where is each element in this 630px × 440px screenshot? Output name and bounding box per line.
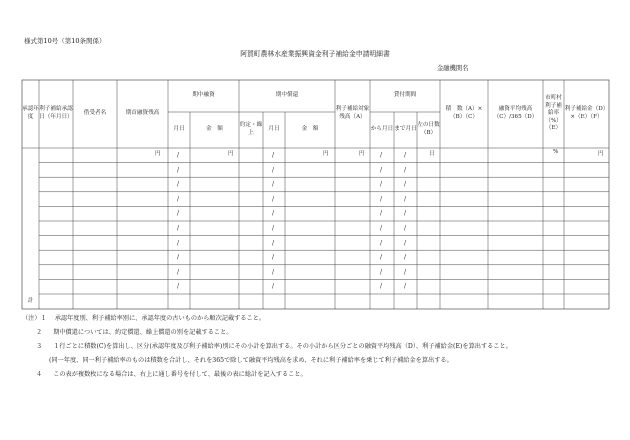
- date-slash: /: [380, 152, 383, 159]
- header-scheduled-early: 約定・繰上: [239, 122, 263, 136]
- date-slash: /: [404, 195, 407, 203]
- header-town-rate: 市町村利子補給率（%）（E）: [545, 95, 562, 132]
- date-slash: /: [380, 210, 383, 218]
- header-loans-month-day: 月日: [173, 126, 185, 133]
- unit-yen: 円: [598, 151, 604, 157]
- date-slash: /: [272, 181, 275, 189]
- header-average-balance: 融資平均残高（C）/365（D）: [493, 106, 538, 120]
- date-slash: /: [177, 181, 180, 189]
- form-number: 様式第10号（第10条関係）: [24, 37, 106, 45]
- date-slash: /: [177, 268, 180, 276]
- header-period-repayments: 期中償還: [275, 92, 299, 99]
- date-slash: /: [177, 283, 180, 291]
- date-slash: /: [404, 239, 407, 247]
- note-1-text: 承認年度別、利子補給率別に、承認年度の古いものから順次記載すること。: [54, 315, 266, 322]
- unit-percent: %: [553, 149, 559, 155]
- total-row-label: 計: [27, 297, 34, 304]
- note-2-text: 期中償還については、約定償還、繰上償還の別を記載すること。: [53, 329, 233, 336]
- date-slash: /: [272, 195, 275, 203]
- date-slash: /: [380, 254, 383, 262]
- date-slash: /: [404, 268, 407, 276]
- date-slash: /: [380, 166, 383, 174]
- form-title: 阿賀町農林水産業振興資金利子補給金申請明細書: [240, 50, 390, 58]
- date-slash: /: [272, 254, 275, 262]
- header-repay-amount: 金 額: [301, 126, 319, 133]
- note-3-continuation: (同一年度、同一利子補給率のものは積数を合計し、それを365で除して融資平均残高を求め、それに利子補給率を乗じて利子補給金を算出する。: [49, 357, 453, 364]
- unit-day: 日: [429, 151, 435, 157]
- date-slash: /: [177, 210, 180, 218]
- date-slash: /: [380, 283, 383, 291]
- header-subsidy-amount: 利子補給金（D）×（E）（F）: [564, 106, 609, 120]
- date-slash: /: [404, 210, 407, 218]
- date-slash: /: [272, 225, 275, 232]
- date-slash: /: [404, 166, 407, 174]
- header-subsidy-target-balance: 利子補給対象残高（A）: [335, 106, 370, 120]
- date-slash: /: [380, 181, 383, 189]
- header-approval-year: 承認年度: [22, 106, 39, 120]
- date-slash: /: [404, 254, 407, 262]
- date-slash: /: [272, 152, 275, 159]
- unit-yen: 円: [359, 151, 365, 157]
- note-4-mark: ４: [36, 371, 43, 378]
- note-3-text: １行ごとに積数(C)を算出し、区分(承認年度及び利子補給率)別にその小計を算出する。その小計から区分ごとの融資平均残高（D）、利子補給金(E)を算出すること。: [53, 343, 512, 350]
- header-product: 積 数（A）×（B）（C）: [445, 106, 483, 120]
- date-slash: /: [404, 152, 407, 159]
- header-days-left: 左の日数（B）: [417, 122, 440, 136]
- date-slash: /: [177, 166, 180, 174]
- note-1-mark: （注）１: [22, 315, 47, 322]
- header-subsidy-approval-date: 利子補給承認日（年月日）: [39, 106, 73, 120]
- date-slash: /: [380, 195, 383, 203]
- date-slash: /: [272, 210, 275, 218]
- header-borrower: 借受者名: [83, 110, 107, 117]
- date-slash: /: [380, 225, 383, 232]
- header-beginning-balance: 期首融資残高: [125, 110, 160, 117]
- date-slash: /: [272, 239, 275, 247]
- date-slash: /: [177, 152, 180, 159]
- date-slash: /: [177, 225, 180, 232]
- note-3-mark: ３: [36, 343, 43, 350]
- date-slash: /: [272, 283, 275, 291]
- header-loans-amount: 金 額: [206, 126, 223, 133]
- date-slash: /: [272, 268, 275, 276]
- unit-yen: 円: [155, 151, 161, 157]
- date-slash: /: [404, 283, 407, 291]
- date-slash: /: [380, 239, 383, 247]
- header-loan-period: 貸付期間: [393, 92, 417, 99]
- date-slash: /: [404, 181, 407, 189]
- date-slash: /: [177, 195, 180, 203]
- header-to-date: まで月日: [394, 126, 417, 133]
- unit-yen: 円: [228, 151, 234, 157]
- unit-yen: 円: [323, 151, 329, 157]
- date-slash: /: [404, 225, 407, 232]
- date-slash: /: [272, 166, 275, 174]
- header-repay-month-day: 月日: [268, 126, 280, 133]
- header-from-date: から月日: [370, 126, 394, 133]
- note-4-text: この表が複数枚になる場合は、右上に通し番号を付して、最後の表に総計を記入すること。: [53, 371, 307, 378]
- note-2-mark: ２: [36, 329, 43, 336]
- date-slash: /: [380, 268, 383, 276]
- date-slash: /: [177, 254, 180, 262]
- bank-name-label: 金融機関名: [437, 65, 469, 72]
- date-slash: /: [177, 239, 180, 247]
- header-period-loans: 期中融資: [192, 92, 215, 99]
